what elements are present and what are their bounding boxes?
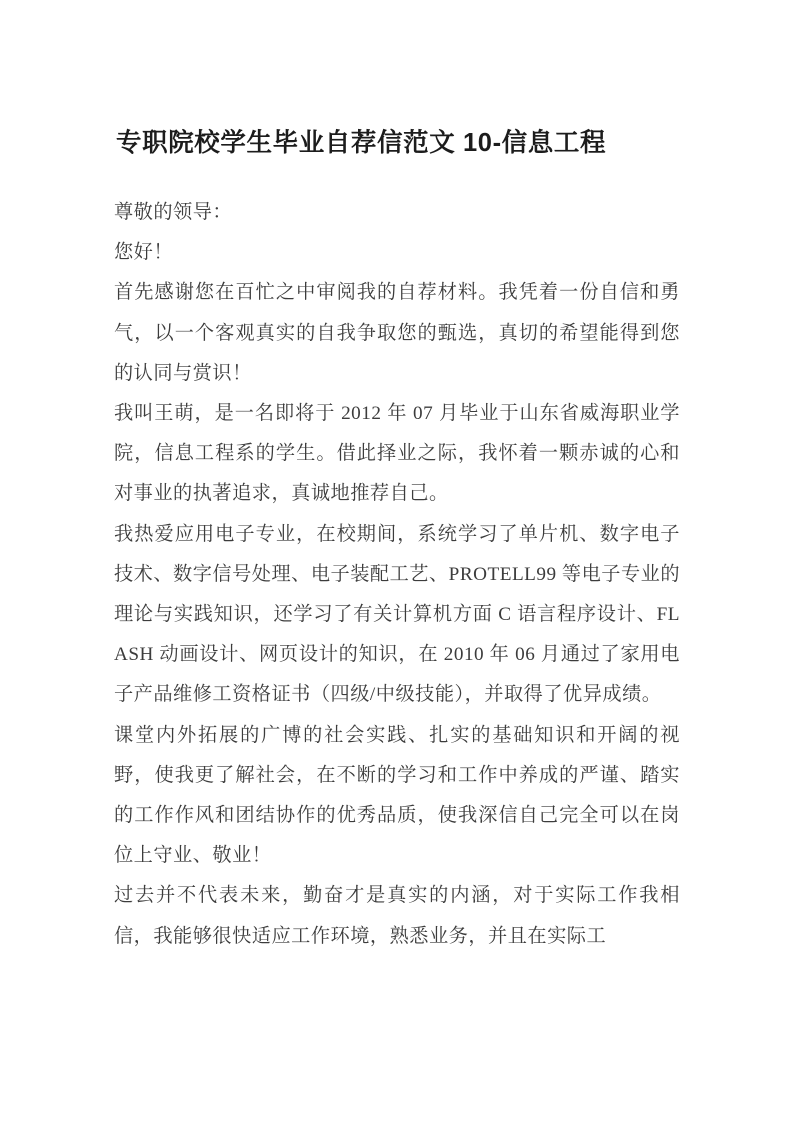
page-title-emphasis: 10-: [463, 129, 502, 157]
paragraph-self-introduction: 我叫王萌，是一名即将于 2012 年 07 月毕业于山东省威海职业学院，信息工程系的学生。借此择业之际，我怀着一颗赤诚的心和对事业的执著追求，真诚地推荐自己。: [114, 403, 680, 505]
page-title-text: 专职院校学生毕业自荐信范文: [116, 129, 463, 157]
paragraph-greeting: 您好！: [114, 242, 174, 264]
paragraph-salutation: 尊敬的领导：: [114, 202, 233, 223]
document-body: [114, 193, 680, 957]
page-title-text: 信息工程: [501, 129, 607, 157]
page-title: [116, 124, 682, 162]
paragraph-future-outlook: 过去并不代表未来，勤奋才是真实的内涵，对于实际工作我相信，我能够很快适应工作环境，熟悉业务，并且在实际工: [114, 885, 680, 947]
paragraph-academic-background: 我热爱应用电子专业，在校期间，系统学习了单片机、数字电子技术、数字信号处理、电子装配工艺、PROTELL99 等电子专业的理论与实践知识，还学习了有关计算机方面 C 语言程序设计、FLASH 动画设计、网页设计的知识，在 2010 年 06 月通过了家用电子产品维修工资格证书（四级/中级技能），并取得了优异成绩。: [114, 523, 681, 706]
paragraph-thanks: 首先感谢您在百忙之中审阅我的自荐材料。我凭着一份自信和勇气，以一个客观真实的自我争取您的甄选，真切的希望能得到您的认同与赏识！: [114, 282, 680, 384]
paragraph-practice-and-qualities: 课堂内外拓展的广博的社会实践、扎实的基础知识和开阔的视野，使我更了解社会，在不断的学习和工作中养成的严谨、踏实的工作作风和团结协作的优秀品质，使我深信自己完全可以在岗位上守业、敬业！: [114, 724, 680, 867]
